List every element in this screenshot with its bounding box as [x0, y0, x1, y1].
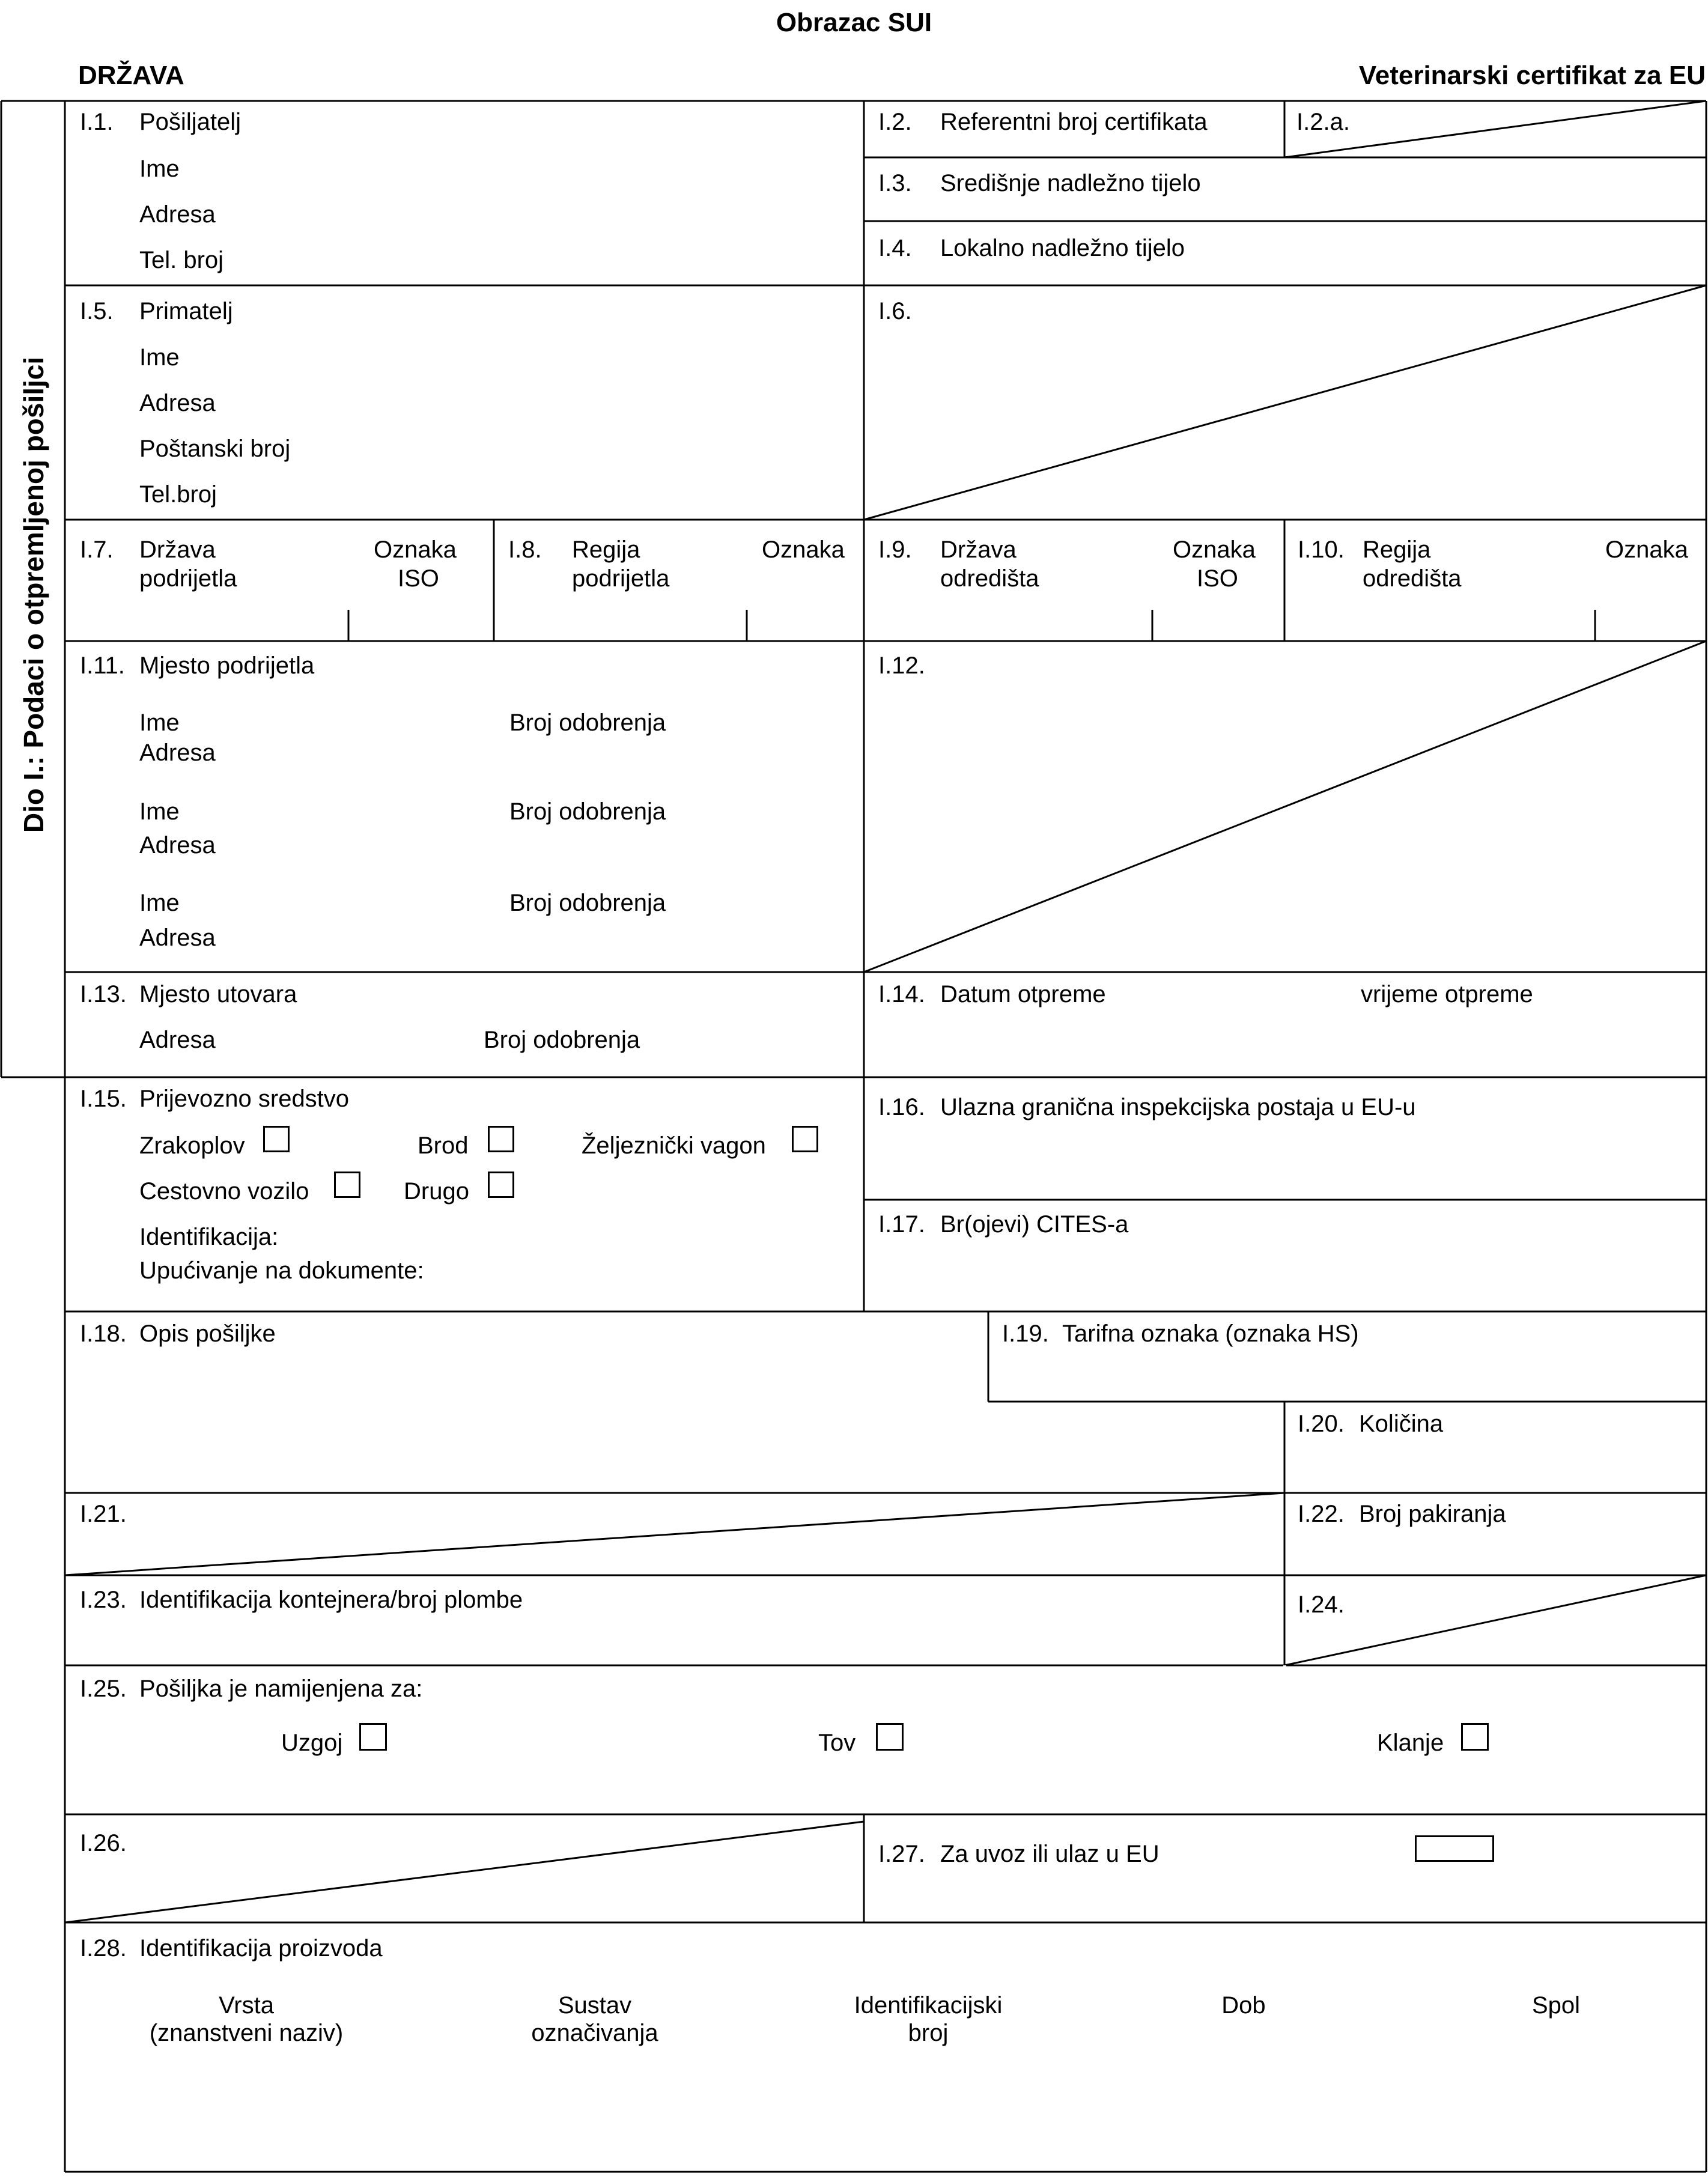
- i25-fattening-label: Tov: [818, 1730, 856, 1756]
- i7-code-1: Oznaka: [374, 536, 457, 563]
- i15-road-label: Cestovno vozilo: [139, 1178, 309, 1205]
- i15-rail-checkbox[interactable]: [792, 1126, 818, 1152]
- i15-road-checkbox[interactable]: [334, 1172, 360, 1198]
- i20-label[interactable]: Količina: [1359, 1411, 1444, 1437]
- i25-fattening-checkbox[interactable]: [876, 1723, 904, 1751]
- i27-label: Za uvoz ili ulaz u EU: [940, 1841, 1159, 1867]
- i1-address[interactable]: Adresa: [139, 201, 216, 228]
- certificate-label: Veterinarski certifikat za EU: [1358, 61, 1706, 90]
- i11-entry-name[interactable]: Ime: [139, 798, 180, 825]
- diagonal-i24: [1284, 1575, 1706, 1665]
- i15-aircraft-checkbox[interactable]: [263, 1126, 290, 1152]
- i11-entry-address[interactable]: Adresa: [139, 925, 216, 951]
- country-label: DRŽAVA: [78, 61, 184, 90]
- i25-slaughter-label: Klanje: [1377, 1730, 1444, 1756]
- i15-ship-checkbox[interactable]: [488, 1126, 514, 1152]
- i13-number: I.13.: [80, 981, 127, 1007]
- i5-name[interactable]: Ime: [139, 344, 180, 371]
- i23-label[interactable]: Identifikacija kontejnera/broj plombe: [139, 1587, 523, 1613]
- i13-approval[interactable]: Broj odobrenja: [484, 1027, 640, 1053]
- i12-number: I.12.: [878, 652, 925, 679]
- i11-entry-approval[interactable]: Broj odobrenja: [509, 890, 666, 916]
- i1-tel[interactable]: Tel. broj: [139, 247, 224, 273]
- i28-col-marking-line1: Sustav: [558, 1992, 632, 2019]
- i10-label-2: odredišta: [1363, 565, 1462, 592]
- i11-number: I.11.: [80, 652, 125, 679]
- i28-col-sex-line1: Spol: [1531, 1992, 1581, 2019]
- i11-entry-approval[interactable]: Broj odobrenja: [509, 710, 666, 736]
- i28-col-marking-system: [475, 1992, 715, 2047]
- i28-col-species-line2: (znanstveni naziv): [149, 2020, 344, 2046]
- i3-number: I.3.: [878, 170, 912, 196]
- i16-number: I.16.: [878, 1094, 925, 1120]
- i21-number: I.21.: [80, 1501, 127, 1527]
- i28-label: Identifikacija proizvoda: [139, 1935, 383, 1962]
- i8-code-1: Oznaka: [762, 536, 845, 563]
- i15-number: I.15.: [80, 1086, 127, 1112]
- i24-number: I.24.: [1298, 1591, 1345, 1618]
- i7-number: I.7.: [80, 536, 114, 563]
- i15-label: Prijevozno sredstvo: [139, 1086, 350, 1112]
- i7-label-2: podrijetla: [139, 565, 237, 592]
- i18-number: I.18.: [80, 1320, 127, 1347]
- i25-breeding-label: Uzgoj: [281, 1730, 343, 1756]
- i10-number: I.10.: [1298, 536, 1345, 563]
- i9-code-2: ISO: [1197, 565, 1238, 592]
- i8-number: I.8.: [508, 536, 542, 563]
- i14-number: I.14.: [878, 981, 925, 1007]
- i17-label[interactable]: Br(ojevi) CITES-a: [940, 1211, 1129, 1238]
- i2-number: I.2.: [878, 109, 912, 135]
- i5-tel[interactable]: Tel.broj: [139, 481, 217, 508]
- i22-label[interactable]: Broj pakiranja: [1359, 1501, 1506, 1527]
- i28-col-species-line1: Vrsta: [219, 1992, 274, 2019]
- i11-entry-name[interactable]: Ime: [139, 710, 180, 736]
- i28-col-id-number: [808, 1992, 1048, 2047]
- i28-col-sex: [1436, 1992, 1676, 2019]
- i10-label-1: Regija: [1363, 536, 1431, 563]
- i14-label[interactable]: Datum otpreme: [940, 981, 1106, 1007]
- i8-label-2: podrijetla: [572, 565, 670, 592]
- diagonal-i21: [65, 1493, 1284, 1575]
- i11-entry-approval[interactable]: Broj odobrenja: [509, 798, 666, 825]
- i5-address[interactable]: Adresa: [139, 390, 216, 416]
- i11-entry-address[interactable]: Adresa: [139, 740, 216, 766]
- i28-col-species: [120, 1992, 372, 2047]
- i9-label-1: Država: [940, 536, 1017, 563]
- i28-number: I.28.: [80, 1935, 127, 1962]
- i28-col-id-line2: broj: [908, 2020, 949, 2046]
- i9-number: I.9.: [878, 536, 912, 563]
- i5-postal[interactable]: Poštanski broj: [139, 436, 291, 462]
- i15-aircraft-label: Zrakoplov: [139, 1132, 245, 1159]
- i6-number: I.6.: [878, 298, 912, 324]
- i13-label: Mjesto utovara: [139, 981, 297, 1007]
- i5-label: Primatelj: [139, 298, 233, 324]
- i10-code-1: Oznaka: [1605, 536, 1688, 563]
- i4-label[interactable]: Lokalno nadležno tijelo: [940, 235, 1185, 261]
- i1-label: Pošiljatelj: [139, 109, 241, 135]
- i11-entry-name[interactable]: Ime: [139, 890, 180, 916]
- i28-col-marking-line2: označivanja: [531, 2020, 658, 2046]
- i17-number: I.17.: [878, 1211, 925, 1238]
- i4-number: I.4.: [878, 235, 912, 261]
- i2-label[interactable]: Referentni broj certifikata: [940, 109, 1208, 135]
- i15-other-label: Drugo: [404, 1178, 469, 1205]
- form-title: Obrazac SUI: [776, 8, 932, 37]
- i25-breeding-checkbox[interactable]: [359, 1723, 387, 1751]
- i7-code-2: ISO: [398, 565, 439, 592]
- i15-documents[interactable]: Upućivanje na dokumente:: [139, 1257, 424, 1284]
- i20-number: I.20.: [1298, 1411, 1345, 1437]
- i13-address[interactable]: Adresa: [139, 1027, 216, 1053]
- i23-number: I.23.: [80, 1587, 127, 1613]
- i7-label-1: Država: [139, 536, 216, 563]
- i8-label-1: Regija: [572, 536, 640, 563]
- i15-identification[interactable]: Identifikacija:: [139, 1224, 279, 1250]
- i27-number: I.27.: [878, 1841, 925, 1867]
- i25-number: I.25.: [80, 1676, 127, 1702]
- i25-slaughter-checkbox[interactable]: [1461, 1723, 1489, 1751]
- i11-label: Mjesto podrijetla: [139, 652, 315, 679]
- i15-other-checkbox[interactable]: [488, 1172, 514, 1198]
- i28-col-age-line1: Dob: [1221, 1992, 1266, 2019]
- i2a-number: I.2.a.: [1296, 109, 1350, 135]
- i25-label: Pošiljka je namijenjena za:: [139, 1676, 423, 1702]
- diagonal-i6: [864, 285, 1706, 520]
- i19-number: I.19.: [1002, 1320, 1049, 1347]
- diagonal-i26: [65, 1822, 864, 1922]
- diagonal-i12: [864, 641, 1706, 972]
- i18-label[interactable]: Opis pošiljke: [139, 1320, 276, 1347]
- i15-rail-label: Željeznički vagon: [582, 1132, 766, 1159]
- i5-number: I.5.: [80, 298, 114, 324]
- i26-number: I.26.: [80, 1830, 127, 1856]
- i19-label[interactable]: Tarifna oznaka (oznaka HS): [1062, 1320, 1359, 1347]
- i9-label-2: odredišta: [940, 565, 1039, 592]
- i1-name[interactable]: Ime: [139, 156, 180, 182]
- i3-label[interactable]: Središnje nadležno tijelo: [940, 170, 1201, 196]
- side-section-label: Dio I.: Podaci o otpremljenoj pošiljci: [18, 356, 49, 833]
- i22-number: I.22.: [1298, 1501, 1345, 1527]
- i9-code-1: Oznaka: [1173, 536, 1256, 563]
- i15-ship-label: Brod: [418, 1132, 469, 1159]
- i28-col-age: [1123, 1992, 1364, 2019]
- i1-number: I.1.: [80, 109, 114, 135]
- i28-col-id-line1: Identifikacijski: [854, 1992, 1003, 2019]
- i14-time[interactable]: vrijeme otpreme: [1361, 981, 1533, 1007]
- i16-label[interactable]: Ulazna granična inspekcijska postaja u EU-u: [940, 1094, 1416, 1120]
- i27-checkbox[interactable]: [1415, 1835, 1494, 1862]
- i11-entry-address[interactable]: Adresa: [139, 832, 216, 859]
